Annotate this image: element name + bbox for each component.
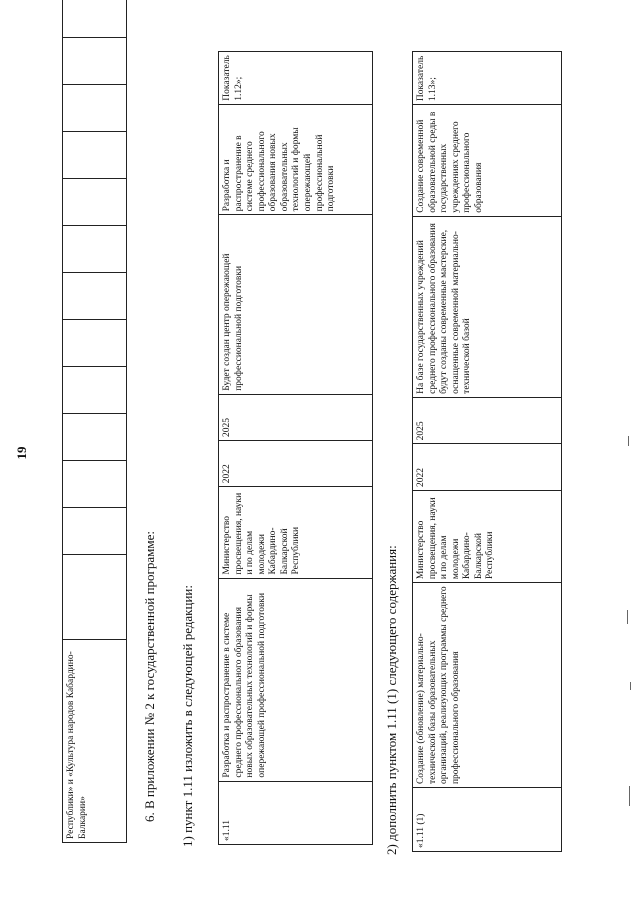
table-row [413,52,562,852]
table-cell [63,179,127,226]
table-cell [63,226,127,273]
scan-artifact [627,610,628,624]
table-cell [63,273,127,320]
expected-result: Будет создан центр опережающей профессиональной подготовки [219,215,373,394]
continuation-table [62,0,127,843]
end-year: 2025 [219,394,373,440]
table-cell [63,508,127,555]
indicator-link: Показатель 1.12»; [219,52,373,105]
start-year: 2022 [219,441,373,487]
table-cell [63,0,127,38]
implementation-direction: Разработка и распространение в системе среднего профессионального образования новых образовательных технологий и формы опережающей профессиональной подготовки [219,104,373,215]
table-cell: Республики» и «Культура народов Кабардино-Балкарии» [63,640,127,843]
table-row [63,0,127,843]
row-number: «1.11 (1) [413,788,562,852]
table-cell [63,320,127,367]
indicator-link: Показатель 1.13»; [413,52,562,105]
page-number: 19 [14,446,29,460]
table-cell [63,461,127,508]
start-year: 2022 [413,444,562,491]
scan-artifact [630,682,631,690]
table-cell [63,85,127,132]
measure-name: Разработка и распространение в системе среднего профессионального образования новых образовательных технологий и формы опережающей профессиональной подготовки [219,578,373,781]
row-number: «1.11 [219,781,373,844]
table-cell [63,414,127,461]
implementation-direction: Создание современной образовательной среды в государственных учреждениях среднего профессионального образования [413,105,562,217]
responsible-organization: Министерство просвещения, науки и по делам молодежи Кабардино-Балкарской Республики [413,491,562,583]
end-year: 2025 [413,397,562,444]
table-cell [63,367,127,414]
measure-name: Создание (обновление) материально-технической базы образовательных организаций, реализующих программы среднего профессионального образования [413,583,562,788]
section-heading: 6. В приложении № 2 к государственной программе: [142,531,157,822]
instruction-2: 2) дополнить пунктом 1.11 (1) следующего содержания: [384,545,399,855]
instruction-1: 1) пункт 1.11 изложить в следующей редакции: [180,585,195,847]
table-row [219,52,373,845]
row-1-11-table [218,51,373,845]
responsible-organization: Министерство просвещения, науки и по делам молодежи Кабардино-Балкарской Республики [219,487,373,578]
scan-artifact [629,786,630,806]
table-cell [63,38,127,85]
expected-result: На базе государственных учреждений среднего профессионального образования будут созданы современные мастерские, оснащенные современной материально-технической базой [413,216,562,397]
scan-artifact [628,436,629,446]
table-cell [63,132,127,179]
table-cell [63,555,127,640]
row-1-11-1-table [412,51,562,852]
